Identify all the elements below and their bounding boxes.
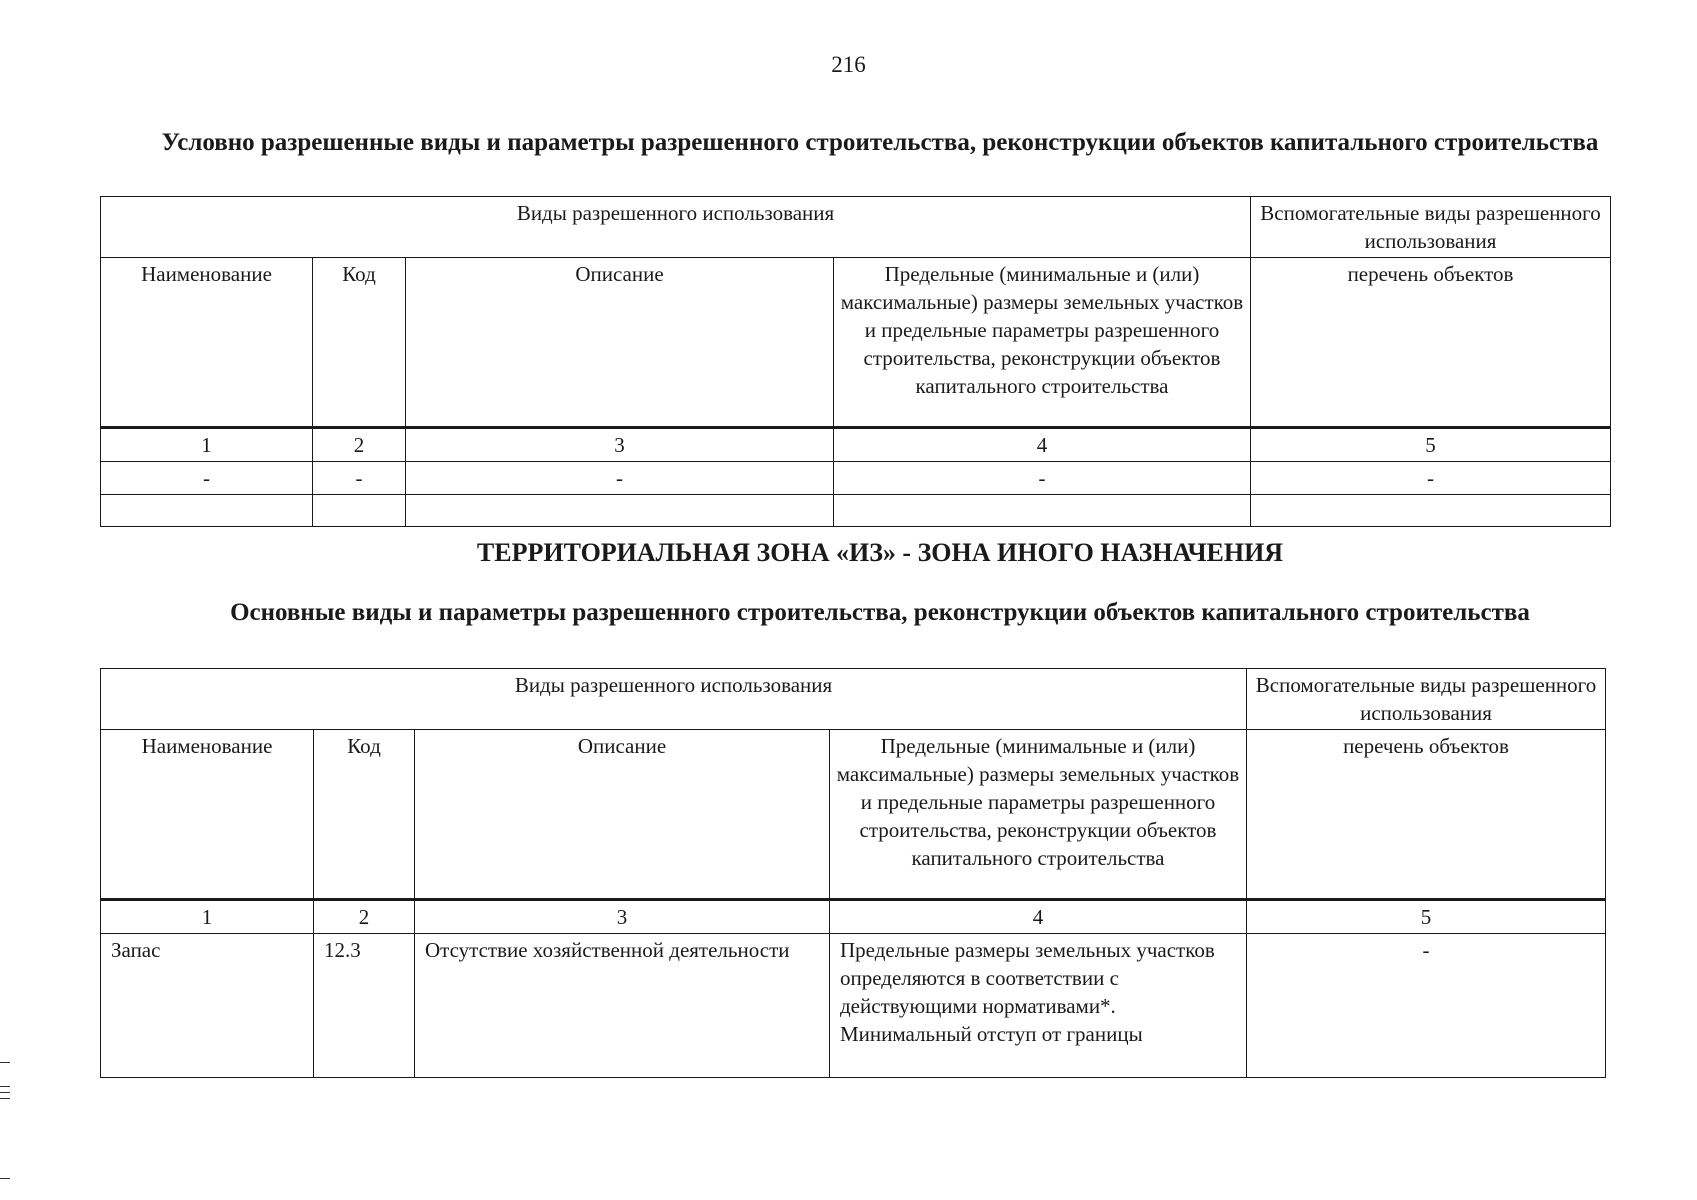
- col-list-header: перечень объектов: [1247, 730, 1606, 900]
- col-desc-header: Описание: [406, 258, 834, 428]
- col-number: 4: [834, 428, 1251, 462]
- cell-code: -: [313, 462, 406, 495]
- empty-row: [101, 495, 1611, 527]
- column-number-row: [101, 428, 1611, 462]
- empty-cell: [101, 495, 313, 527]
- section-heading-conditional: Условно разрешенные виды и параметры разрешенного строительства, реконструкции объектов капитального строительства: [161, 129, 1599, 156]
- page-number: 216: [831, 52, 866, 77]
- col-number: 5: [1251, 428, 1611, 462]
- cell-name: -: [101, 462, 313, 495]
- col-name-header: Наименование: [101, 258, 313, 428]
- col-number: 3: [406, 428, 834, 462]
- col-number: 2: [313, 428, 406, 462]
- col-code-header: Код: [313, 258, 406, 428]
- col-number: 2: [314, 900, 415, 934]
- cell-name: Запас: [101, 934, 314, 1078]
- col-limits-header: Предельные (минимальные и (или) максимальные) размеры земельных участков и предельные параметры разрешенного строительства, реконструкции объектов капитального строительства: [834, 258, 1251, 428]
- col-number: 4: [830, 900, 1247, 934]
- cell-list: -: [1251, 462, 1611, 495]
- column-number-row: [101, 900, 1606, 934]
- cell-code: 12.3: [314, 934, 415, 1078]
- table-subheader-row: [101, 258, 1611, 428]
- aux-header: Вспомогательные виды разрешенного использования: [1247, 669, 1606, 730]
- cell-list: -: [1247, 934, 1606, 1078]
- cell-limits: -: [834, 462, 1251, 495]
- col-limits-header: Предельные (минимальные и (или) максимальные) размеры земельных участков и предельные параметры разрешенного строительства, реконструкции объектов капитального строительства: [830, 730, 1247, 900]
- col-desc-header: Описание: [415, 730, 830, 900]
- margin-mark: [0, 1062, 10, 1063]
- margin-mark: [0, 1092, 10, 1093]
- table-header-row: [101, 669, 1606, 730]
- cell-desc: -: [406, 462, 834, 495]
- main-uses-table: [100, 668, 1606, 1078]
- empty-cell: [313, 495, 406, 527]
- margin-mark: [0, 1098, 10, 1099]
- col-code-header: Код: [314, 730, 415, 900]
- col-number: 5: [1247, 900, 1606, 934]
- table-header-row: [101, 197, 1611, 258]
- col-number: 1: [101, 900, 314, 934]
- group-header: Виды разрешенного использования: [101, 669, 1247, 730]
- table-row: [101, 462, 1611, 495]
- empty-cell: [834, 495, 1251, 527]
- section-heading-main: Основные виды и параметры разрешенного строительства, реконструкции объектов капитального строительства: [230, 599, 1530, 626]
- group-header: Виды разрешенного использования: [101, 197, 1251, 258]
- margin-mark: [0, 1086, 10, 1087]
- col-list-header: перечень объектов: [1251, 258, 1611, 428]
- empty-cell: [1251, 495, 1611, 527]
- cell-limits: Предельные размеры земельных участков определяются в соответствии с действующими нормативами*. Минимальный отступ от границы: [830, 934, 1247, 1078]
- table-subheader-row: [101, 730, 1606, 900]
- col-number: 3: [415, 900, 830, 934]
- col-number: 1: [101, 428, 313, 462]
- table-row: [101, 934, 1606, 1078]
- col-name-header: Наименование: [101, 730, 314, 900]
- aux-header: Вспомогательные виды разрешенного использования: [1251, 197, 1611, 258]
- zone-title: ТЕРРИТОРИАЛЬНАЯ ЗОНА «ИЗ» - ЗОНА ИНОГО НАЗНАЧЕНИЯ: [476, 538, 1284, 567]
- empty-cell: [406, 495, 834, 527]
- conditional-uses-table: [100, 196, 1611, 527]
- cell-desc: Отсутствие хозяйственной деятельности: [415, 934, 830, 1078]
- margin-mark: [0, 1178, 10, 1179]
